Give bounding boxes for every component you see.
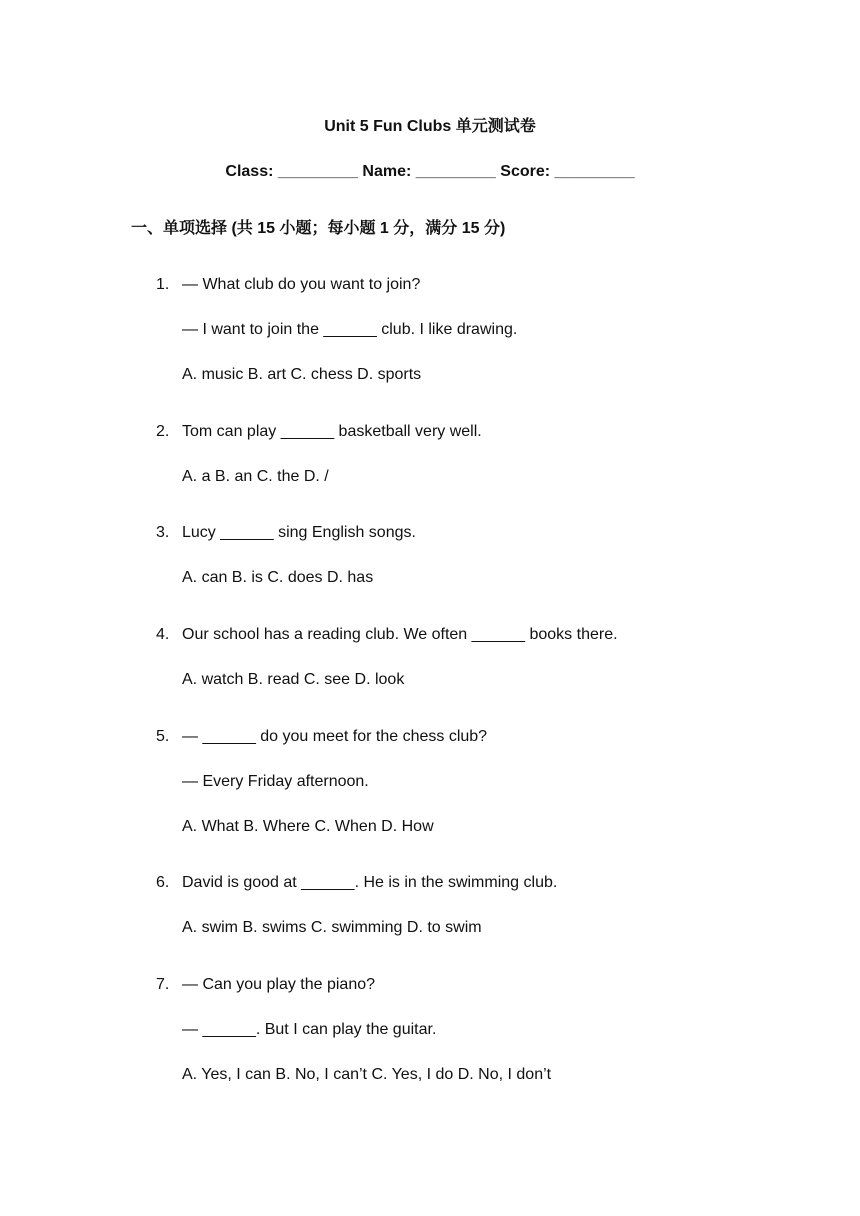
question-stem: — Can you play the piano?	[182, 976, 376, 993]
question-number: 4.	[156, 626, 170, 643]
question-stem: Lucy ______ sing English songs.	[182, 524, 416, 541]
question-number: 1.	[156, 276, 170, 293]
question-number: 6.	[156, 874, 170, 891]
question-number: 3.	[156, 524, 170, 541]
question-stem: — ______. But I can play the guitar.	[182, 1021, 437, 1038]
answer-options: A. watch B. read C. see D. look	[182, 671, 405, 688]
question-number: 7.	[156, 976, 170, 993]
answer-options: A. a B. an C. the D. /	[182, 468, 329, 485]
question-stem: Tom can play ______ basketball very well.	[182, 423, 482, 440]
question-number: 5.	[156, 728, 170, 745]
question-stem: — Every Friday afternoon.	[182, 773, 369, 790]
document-title: Unit 5 Fun Clubs 单元测试卷	[324, 118, 536, 135]
question-stem: — What club do you want to join?	[182, 276, 421, 293]
section-heading: 一、单项选择 (共 15 小题；每小题 1 分，满分 15 分)	[131, 220, 506, 237]
answer-options: A. swim B. swims C. swimming D. to swim	[182, 919, 482, 936]
question-number: 2.	[156, 423, 170, 440]
student-info-line: Class: _________ Name: _________ Score: _________	[225, 163, 635, 180]
question-stem: — I want to join the ______ club. I like drawing.	[182, 321, 518, 338]
answer-options: A. music B. art C. chess D. sports	[182, 366, 422, 383]
answer-options: A. Yes, I can B. No, I can’t C. Yes, I do D. No, I don’t	[182, 1066, 552, 1083]
question-stem: — ______ do you meet for the chess club?	[182, 728, 488, 745]
answer-options: A. can B. is C. does D. has	[182, 569, 374, 586]
question-stem: Our school has a reading club. We often ______ books there.	[182, 626, 618, 643]
answer-options: A. What B. Where C. When D. How	[182, 818, 434, 835]
question-stem: David is good at ______. He is in the swimming club.	[182, 874, 558, 891]
